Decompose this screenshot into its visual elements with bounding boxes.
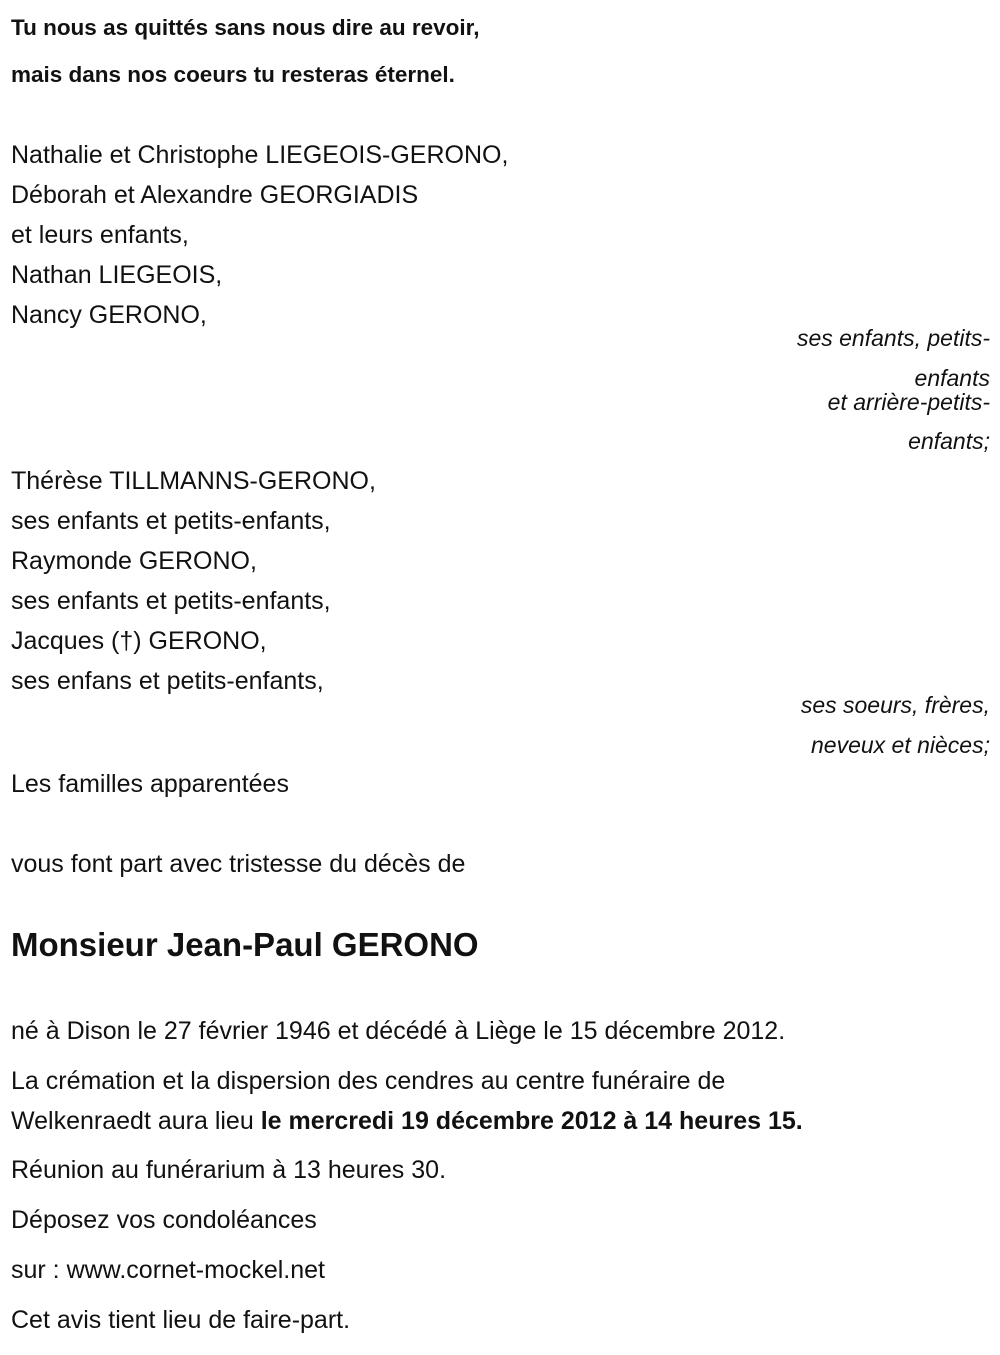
website-line: sur : www.cornet-mockel.net: [11, 1256, 325, 1284]
role-line: neveux et nièces;: [810, 732, 990, 758]
notice-line: Cet avis tient lieu de faire-part.: [11, 1306, 351, 1334]
role-line: ses soeurs, frères,: [800, 692, 990, 718]
family-line: Nancy GERONO,: [11, 301, 207, 329]
meeting-line: Réunion au funérarium à 13 heures 30.: [11, 1156, 447, 1184]
condolences-line: Déposez vos condoléances: [11, 1206, 317, 1234]
ceremony-place: Welkenraedt aura lieu: [11, 1107, 261, 1135]
family-line: Raymonde GERONO,: [11, 547, 257, 575]
epigraph-line: mais dans nos coeurs tu resteras éternel.: [11, 62, 455, 87]
families-line: Les familles apparentées: [11, 770, 289, 798]
family-line: Thérèse TILLMANNS-GERONO,: [11, 467, 376, 495]
role-line: ses enfants, petits-: [796, 325, 990, 351]
epigraph-line: Tu nous as quittés sans nous dire au revoir,: [11, 15, 480, 40]
family-line: Nathan LIEGEOIS,: [11, 261, 223, 289]
ceremony-date: le mercredi 19 décembre 2012 à 14 heures 15.: [260, 1107, 803, 1135]
family-line: Nathalie et Christophe LIEGEOIS-GERONO,: [11, 141, 509, 169]
announce-line: vous font part avec tristesse du décès de: [11, 850, 466, 878]
role-line: et arrière-petits-: [827, 389, 990, 415]
role-line: enfants: [914, 365, 990, 391]
family-line: ses enfants et petits-enfants,: [11, 507, 331, 535]
family-line: ses enfans et petits-enfants,: [11, 667, 324, 695]
deceased-name: Monsieur Jean-Paul GERONO: [11, 926, 479, 963]
family-line: Déborah et Alexandre GEORGIADIS: [11, 181, 419, 209]
ceremony-line: [11, 1106, 803, 1136]
ceremony-line: La crémation et la dispersion des cendres au centre funéraire de: [11, 1067, 726, 1095]
family-line: ses enfants et petits-enfants,: [11, 587, 331, 615]
role-line: enfants;: [908, 428, 990, 454]
birth-death: né à Dison le 27 février 1946 et décédé à Liège le 15 décembre 2012.: [11, 1017, 786, 1045]
family-line: Jacques (†) GERONO,: [11, 627, 267, 655]
family-line: et leurs enfants,: [11, 221, 189, 249]
